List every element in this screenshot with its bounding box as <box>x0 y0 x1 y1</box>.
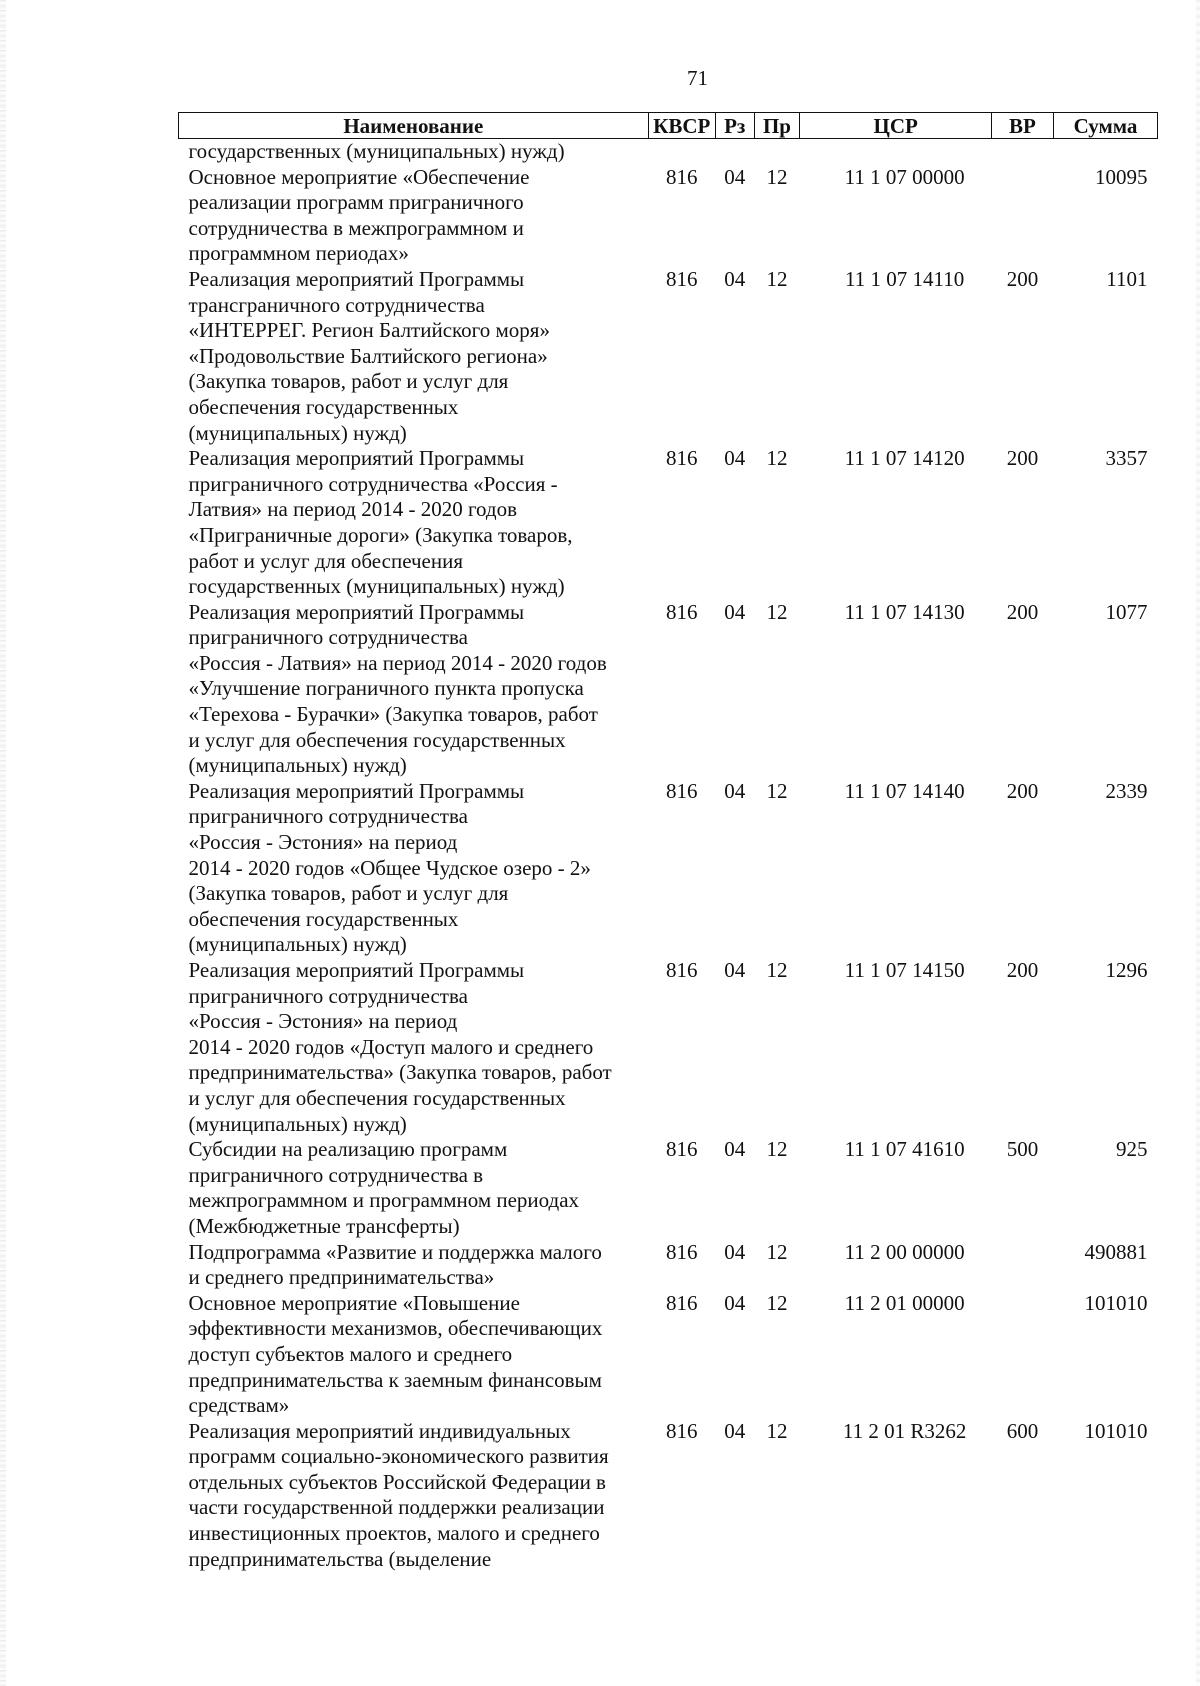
cell-name-line: Субсидии на реализацию программ <box>188 1137 508 1162</box>
cell-name-line: межпрограммном и программном периодах <box>188 1188 580 1213</box>
cell-name-line: Подпрограмма «Развитие и поддержка малого <box>188 1239 602 1264</box>
cell-kvsr: 816 <box>665 164 698 189</box>
cell-vr <box>991 165 1053 267</box>
cell-rz: 04 <box>724 958 746 982</box>
table-row <box>179 600 1158 779</box>
cell-name-line: программ социально-экономического развития <box>188 1444 609 1469</box>
cell-name-line: «ИНТЕРРЕГ. Регион Балтийского моря» <box>188 318 550 343</box>
cell-kvsr: 816 <box>665 1239 698 1264</box>
cell-name-line: «Терехова - Бурачки» (Закупка товаров, работ <box>188 702 598 727</box>
table-row <box>179 446 1158 600</box>
cell-csr: 11 1 07 41610 <box>844 1137 965 1162</box>
cell-name-line: обеспечения государственных <box>188 394 459 419</box>
table-row <box>179 1240 1158 1291</box>
cell-name-line: «Улучшение пограничного пункта пропуска <box>188 676 584 701</box>
cell-name-line: программном периодах» <box>188 241 409 266</box>
cell-name-line: «Россия - Эстония» на период <box>188 1009 458 1034</box>
table-header <box>179 113 1158 139</box>
cell-name-line: предпринимательства к заемным финансовым <box>188 1367 602 1392</box>
cell-kvsr: 816 <box>665 446 698 471</box>
header-kvsr: КВСР <box>648 113 715 139</box>
cell-rz: 04 <box>724 1239 746 1264</box>
table-row <box>179 1137 1158 1239</box>
table-row <box>179 267 1158 446</box>
cell-name-line: Реализация мероприятий Программы <box>188 266 525 291</box>
header-pr: Пр <box>754 113 800 139</box>
cell-name-line: инвестиционных проектов, малого и среднего <box>188 1521 600 1546</box>
cell-vr <box>991 139 1053 165</box>
cell-name-line: обеспечения государственных <box>188 906 459 931</box>
cell-sum: 2339 <box>1105 778 1148 803</box>
page-number: 71 <box>687 66 708 90</box>
table-body <box>179 139 1158 1573</box>
cell-name <box>179 958 649 1137</box>
header-name: Наименование <box>179 113 649 139</box>
table-row <box>179 779 1158 958</box>
cell-name-line: Реализация мероприятий Программы <box>188 958 525 982</box>
scan-edge-left <box>0 0 6 1686</box>
cell-name-line: «Продовольствие Балтийского региона» <box>188 343 548 368</box>
cell-pr: 12 <box>766 1418 788 1443</box>
cell-name-line: части государственной поддержки реализации <box>188 1495 605 1520</box>
cell-sum: 3357 <box>1105 446 1148 471</box>
cell-vr: 600 <box>1006 1418 1039 1443</box>
cell-pr: 12 <box>766 1137 788 1162</box>
cell-csr: 11 1 07 14110 <box>845 266 965 291</box>
cell-pr: 12 <box>766 1239 788 1264</box>
cell-csr: 11 2 01 00000 <box>844 1290 965 1315</box>
cell-vr: 200 <box>1006 599 1039 624</box>
cell-name-line: предпринимательства (выделение <box>188 1546 492 1571</box>
cell-vr: 200 <box>1006 958 1039 982</box>
cell-rz: 04 <box>724 1137 746 1162</box>
cell-name <box>179 1419 649 1573</box>
cell-name-line: (муниципальных) нужд) <box>188 420 407 445</box>
header-row <box>179 113 1158 139</box>
cell-csr <box>800 139 992 165</box>
cell-name-line: реализации программ приграничного <box>188 190 524 215</box>
cell-name <box>179 1291 649 1419</box>
cell-name-line: Основное мероприятие «Обеспечение <box>188 164 530 189</box>
budget-table-container <box>178 112 1158 1572</box>
cell-name-line: 2014 - 2020 годов «Доступ малого и среднего <box>188 1034 594 1059</box>
cell-name-line: трансграничного сотрудничества <box>188 292 485 317</box>
cell-sum: 490881 <box>1084 1239 1148 1264</box>
cell-name-line: Реализация мероприятий Программы <box>188 446 525 471</box>
cell-name-line: Реализация мероприятий Программы <box>188 599 525 624</box>
cell-name-line: «Россия - Эстония» на период <box>188 830 458 855</box>
cell-name-line: (Закупка товаров, работ и услуг для <box>188 881 509 906</box>
cell-kvsr: 816 <box>665 1418 698 1443</box>
cell-sum: 1101 <box>1106 266 1148 291</box>
cell-pr: 12 <box>766 164 788 189</box>
header-vr: ВР <box>991 113 1053 139</box>
cell-kvsr: 816 <box>665 1290 698 1315</box>
cell-sum: 1296 <box>1105 958 1148 982</box>
cell-rz: 04 <box>724 778 746 803</box>
cell-rz: 04 <box>724 1418 746 1443</box>
cell-rz <box>715 139 754 165</box>
cell-name-line: средствам» <box>188 1393 290 1418</box>
cell-name <box>179 779 649 958</box>
cell-rz: 04 <box>724 164 746 189</box>
cell-name-line: и услуг для обеспечения государственных <box>188 727 566 752</box>
cell-name-line: предпринимательства» (Закупка товаров, работ <box>188 1060 612 1085</box>
cell-name-line: работ и услуг для обеспечения <box>188 548 464 573</box>
cell-vr: 200 <box>1006 266 1039 291</box>
cell-name-line: Реализация мероприятий Программы <box>188 778 525 803</box>
cell-name-line: (Межбюджетные трансферты) <box>188 1213 460 1238</box>
cell-kvsr: 816 <box>665 266 698 291</box>
table-row <box>179 958 1158 1137</box>
cell-rz: 04 <box>724 446 746 471</box>
cell-name-line: приграничного сотрудничества <box>188 983 468 1008</box>
cell-name <box>179 267 649 446</box>
cell-sum <box>1054 139 1158 165</box>
cell-name-line: приграничного сотрудничества «Россия - <box>188 471 558 496</box>
cell-vr <box>991 1240 1053 1291</box>
cell-name <box>179 139 649 165</box>
cell-pr: 12 <box>766 446 788 471</box>
cell-csr: 11 1 07 14120 <box>844 446 965 471</box>
cell-sum: 925 <box>1116 1137 1148 1162</box>
cell-name-line: и среднего предпринимательства» <box>188 1265 495 1290</box>
cell-csr: 11 1 07 14150 <box>844 958 965 982</box>
cell-rz: 04 <box>724 266 746 291</box>
cell-name <box>179 446 649 600</box>
scan-edge-right <box>1196 0 1200 1686</box>
cell-name-line: (Закупка товаров, работ и услуг для <box>188 369 509 394</box>
cell-sum: 101010 <box>1084 1290 1148 1315</box>
cell-name-line: эффективности механизмов, обеспечивающих <box>188 1316 603 1341</box>
cell-csr: 11 1 07 00000 <box>844 164 965 189</box>
header-rz: Рз <box>715 113 754 139</box>
cell-pr <box>754 139 800 165</box>
cell-vr: 200 <box>1006 778 1039 803</box>
cell-name-line: отдельных субъектов Российской Федерации в <box>188 1469 606 1494</box>
cell-name-line: 2014 - 2020 годов «Общее Чудское озеро - 2» <box>188 855 591 880</box>
cell-csr: 11 2 00 00000 <box>844 1239 965 1264</box>
cell-name-line: государственных (муниципальных) нужд) <box>188 574 565 599</box>
table-row <box>179 1419 1158 1573</box>
cell-name-line: приграничного сотрудничества в <box>188 1162 484 1187</box>
cell-pr: 12 <box>766 778 788 803</box>
cell-name-line: (муниципальных) нужд) <box>188 753 407 778</box>
cell-vr: 200 <box>1006 446 1039 471</box>
table-row <box>179 1291 1158 1419</box>
cell-csr: 11 2 01 R3262 <box>842 1418 967 1443</box>
cell-name-line: государственных (муниципальных) нужд) <box>188 139 565 163</box>
cell-rz: 04 <box>724 599 746 624</box>
cell-csr: 11 1 07 14130 <box>844 599 965 624</box>
cell-sum: 101010 <box>1084 1418 1148 1443</box>
cell-kvsr <box>648 139 715 165</box>
cell-kvsr: 816 <box>665 1137 698 1162</box>
cell-pr: 12 <box>766 958 788 982</box>
cell-name-line: и услуг для обеспечения государственных <box>188 1085 566 1110</box>
cell-name-line: «Россия - Латвия» на период 2014 - 2020 годов <box>188 650 607 675</box>
cell-name-line: Реализация мероприятий индивидуальных <box>188 1418 571 1443</box>
cell-name-line: доступ субъектов малого и среднего <box>188 1341 513 1366</box>
cell-name <box>179 1137 649 1239</box>
cell-name-line: «Приграничные дороги» (Закупка товаров, <box>188 522 573 547</box>
cell-name-line: приграничного сотрудничества <box>188 625 468 650</box>
cell-name-line: Основное мероприятие «Повышение <box>188 1290 520 1315</box>
cell-vr <box>991 1291 1053 1419</box>
cell-name-line: приграничного сотрудничества <box>188 804 468 829</box>
cell-kvsr: 816 <box>665 778 698 803</box>
cell-pr: 12 <box>766 1290 788 1315</box>
header-sum: Сумма <box>1054 113 1158 139</box>
table-row <box>179 139 1158 165</box>
cell-name-line: сотрудничества в межпрограммном и <box>188 215 524 240</box>
cell-kvsr: 816 <box>665 958 698 982</box>
cell-name <box>179 165 649 267</box>
cell-kvsr: 816 <box>665 599 698 624</box>
table-row <box>179 165 1158 267</box>
cell-name-line: Латвия» на период 2014 - 2020 годов <box>188 497 518 522</box>
cell-sum: 1077 <box>1105 599 1148 624</box>
cell-sum: 10095 <box>1095 164 1148 189</box>
cell-vr: 500 <box>1006 1137 1039 1162</box>
cell-pr: 12 <box>766 599 788 624</box>
cell-rz: 04 <box>724 1290 746 1315</box>
cell-name-line: (муниципальных) нужд) <box>188 1111 407 1136</box>
cell-pr: 12 <box>766 266 788 291</box>
cell-name-line: (муниципальных) нужд) <box>188 932 407 957</box>
cell-name <box>179 1240 649 1291</box>
cell-name <box>179 600 649 779</box>
cell-csr: 11 1 07 14140 <box>844 778 965 803</box>
budget-table <box>178 112 1158 1572</box>
header-csr: ЦСР <box>800 113 992 139</box>
